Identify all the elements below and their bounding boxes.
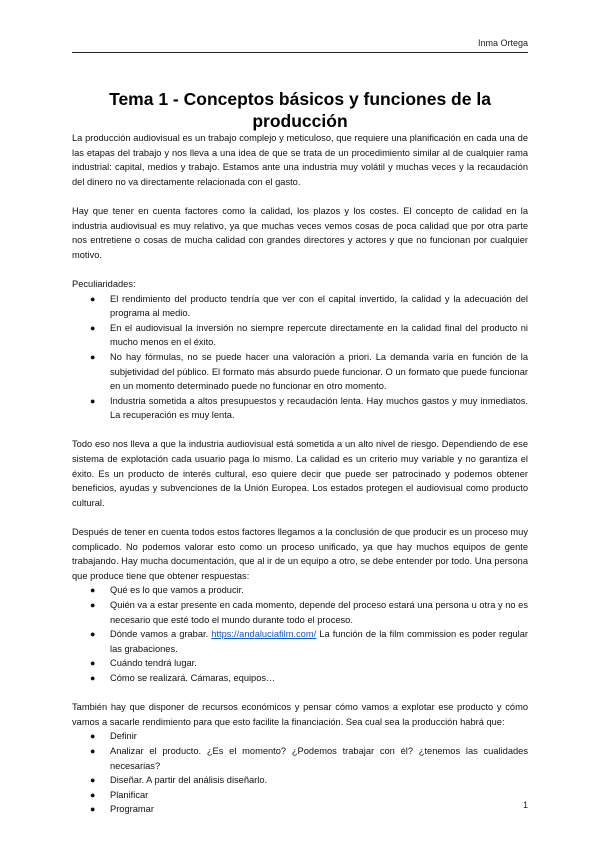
- list-item: ● Analizar el producto. ¿Es el momento? ¿Podemos trabajar con él? ¿tenemos las cualidades necesarias?: [90, 745, 528, 771]
- list-item: ● El rendimiento del producto tendría que ver con el capital invertido, la calidad y la adecuación del programa al medio.: [90, 293, 528, 319]
- list-item: ● Industria sometida a altos presupuestos y recaudación lenta. Hay muchos gastos y muy inmediatos. La recuperación es muy lenta.: [90, 395, 528, 421]
- paragraph-peculiaridades-label: Peculiaridades:: [72, 278, 136, 289]
- bullet-icon: ●: [90, 629, 96, 640]
- list-item: ● Definir: [110, 729, 528, 744]
- document-body: [72, 131, 528, 832]
- list-item: ● Cuándo tendrá lugar.: [110, 656, 528, 671]
- bullet-icon: ●: [90, 293, 96, 304]
- header-author: Inma Ortega: [477, 38, 528, 48]
- bullet-icon: ●: [90, 658, 96, 669]
- list-item: ● Cómo se realizará. Cámaras, equipos…: [110, 671, 528, 686]
- list-item: ● Programar: [110, 802, 528, 817]
- bullet-icon: ●: [90, 775, 96, 786]
- bullet-icon: ●: [90, 395, 96, 406]
- bullet-icon: ●: [90, 322, 96, 333]
- bullet-icon: ●: [90, 745, 96, 756]
- page-number: 1: [522, 800, 528, 810]
- list-item: ● Planificar: [110, 788, 528, 803]
- paragraph-calidad: Hay que tener en cuenta factores como la calidad, los plazos y los costes. El concepto de calidad en la industria audiovisual es muy relativo, ya que muchas veces vemos cosas de poca calidad que por otra parte nos entretiene o cosas de mucha calidad con grandes directores y actores y que no funcionan por cualquier motivo.: [72, 205, 528, 260]
- list-tareas: [72, 729, 528, 817]
- bullet-icon: ●: [90, 731, 96, 742]
- list-peculiaridades: [72, 292, 528, 423]
- bullet-icon: ●: [90, 789, 96, 800]
- list-item: ● Qué es lo que vamos a producir.: [110, 583, 528, 598]
- list-item: ● Quién va a estar presente en cada momento, depende del proceso estará una persona u otra y no es necesario que esté todo el mundo durante todo el proceso.: [90, 600, 528, 625]
- list-item: ● Diseñar. A partir del análisis diseñarlo.: [110, 773, 528, 788]
- bullet-icon: ●: [90, 351, 96, 362]
- bullet-icon: ●: [90, 585, 96, 596]
- bullet-icon: ●: [90, 672, 96, 683]
- list-item: ● En el audiovisual la inversión no siempre repercute directamente en la calidad final del producto ni mucho menos en el éxito.: [90, 322, 528, 348]
- paragraph-intro: La producción audiovisual es un trabajo complejo y meticuloso, que requiere una planificación en cada una de las etapas del trabajo y nos lleva a una idea de que se trata de un procedimiento similar al de cualquier rama industrial: capital, medios y trabajo. Estamos ante una industria muy volátil y muchas veces y la recaudación del dinero no va directamente relacionada con el gasto.: [72, 133, 528, 187]
- paragraph-riesgo: Todo eso nos lleva a que la industria audiovisual está sometida a un alto nivel de riesgo. Dependiendo de ese sistema de explotación cada usuario paga lo mismo. La calidad es un criterio muy variable y no garantiza el éxito. Es un producto de interés cultural, eso quiere decir que puede ser patrocinado y podemos obtener beneficios, ayudas y subvenciones de la Unión Europea. Los estados protegen el audiovisual como producto cultural.: [72, 439, 528, 508]
- paragraph-proceso: Después de tener en cuenta todos estos factores llegamos a la conclusión de que producir es un proceso muy complicado. No podemos valorar esto como un proceso unificado, ya que hay muchos equipos de gente trabajando. Hay mucha documentación, que al ir de un equipo a otro, se debe entender por todo. Una persona que produce tiene que obtener respuestas:: [72, 527, 528, 581]
- list-item: ● No hay fórmulas, no se puede hacer una valoración a priori. La demanda varía en función de la subjetividad del público. El formato más absurdo puede funcionar. O un formato que puede funcionar en un momento determinado puede no funcionar en otro momento.: [90, 351, 528, 392]
- bullet-icon: ●: [90, 804, 96, 815]
- list-respuestas: [72, 583, 528, 685]
- header-rule: [72, 52, 528, 53]
- page-title: Tema 1 - Conceptos básicos y funciones de la producción: [109, 88, 491, 131]
- list-item: ● Dónde vamos a grabar. https://andaluciafilm.com/ La función de la film commission es poder regular las grabaciones.: [90, 629, 528, 654]
- bullet-icon: ●: [90, 600, 96, 610]
- andaluciafilm-link[interactable]: https://andaluciafilm.com/: [211, 629, 317, 640]
- paragraph-recursos: También hay que disponer de recursos económicos y pensar cómo vamos a explotar ese producto y cómo vamos a sacarle rendimiento para que esto facilite la financiación. Sea cual sea la producción habrá que:: [72, 702, 528, 727]
